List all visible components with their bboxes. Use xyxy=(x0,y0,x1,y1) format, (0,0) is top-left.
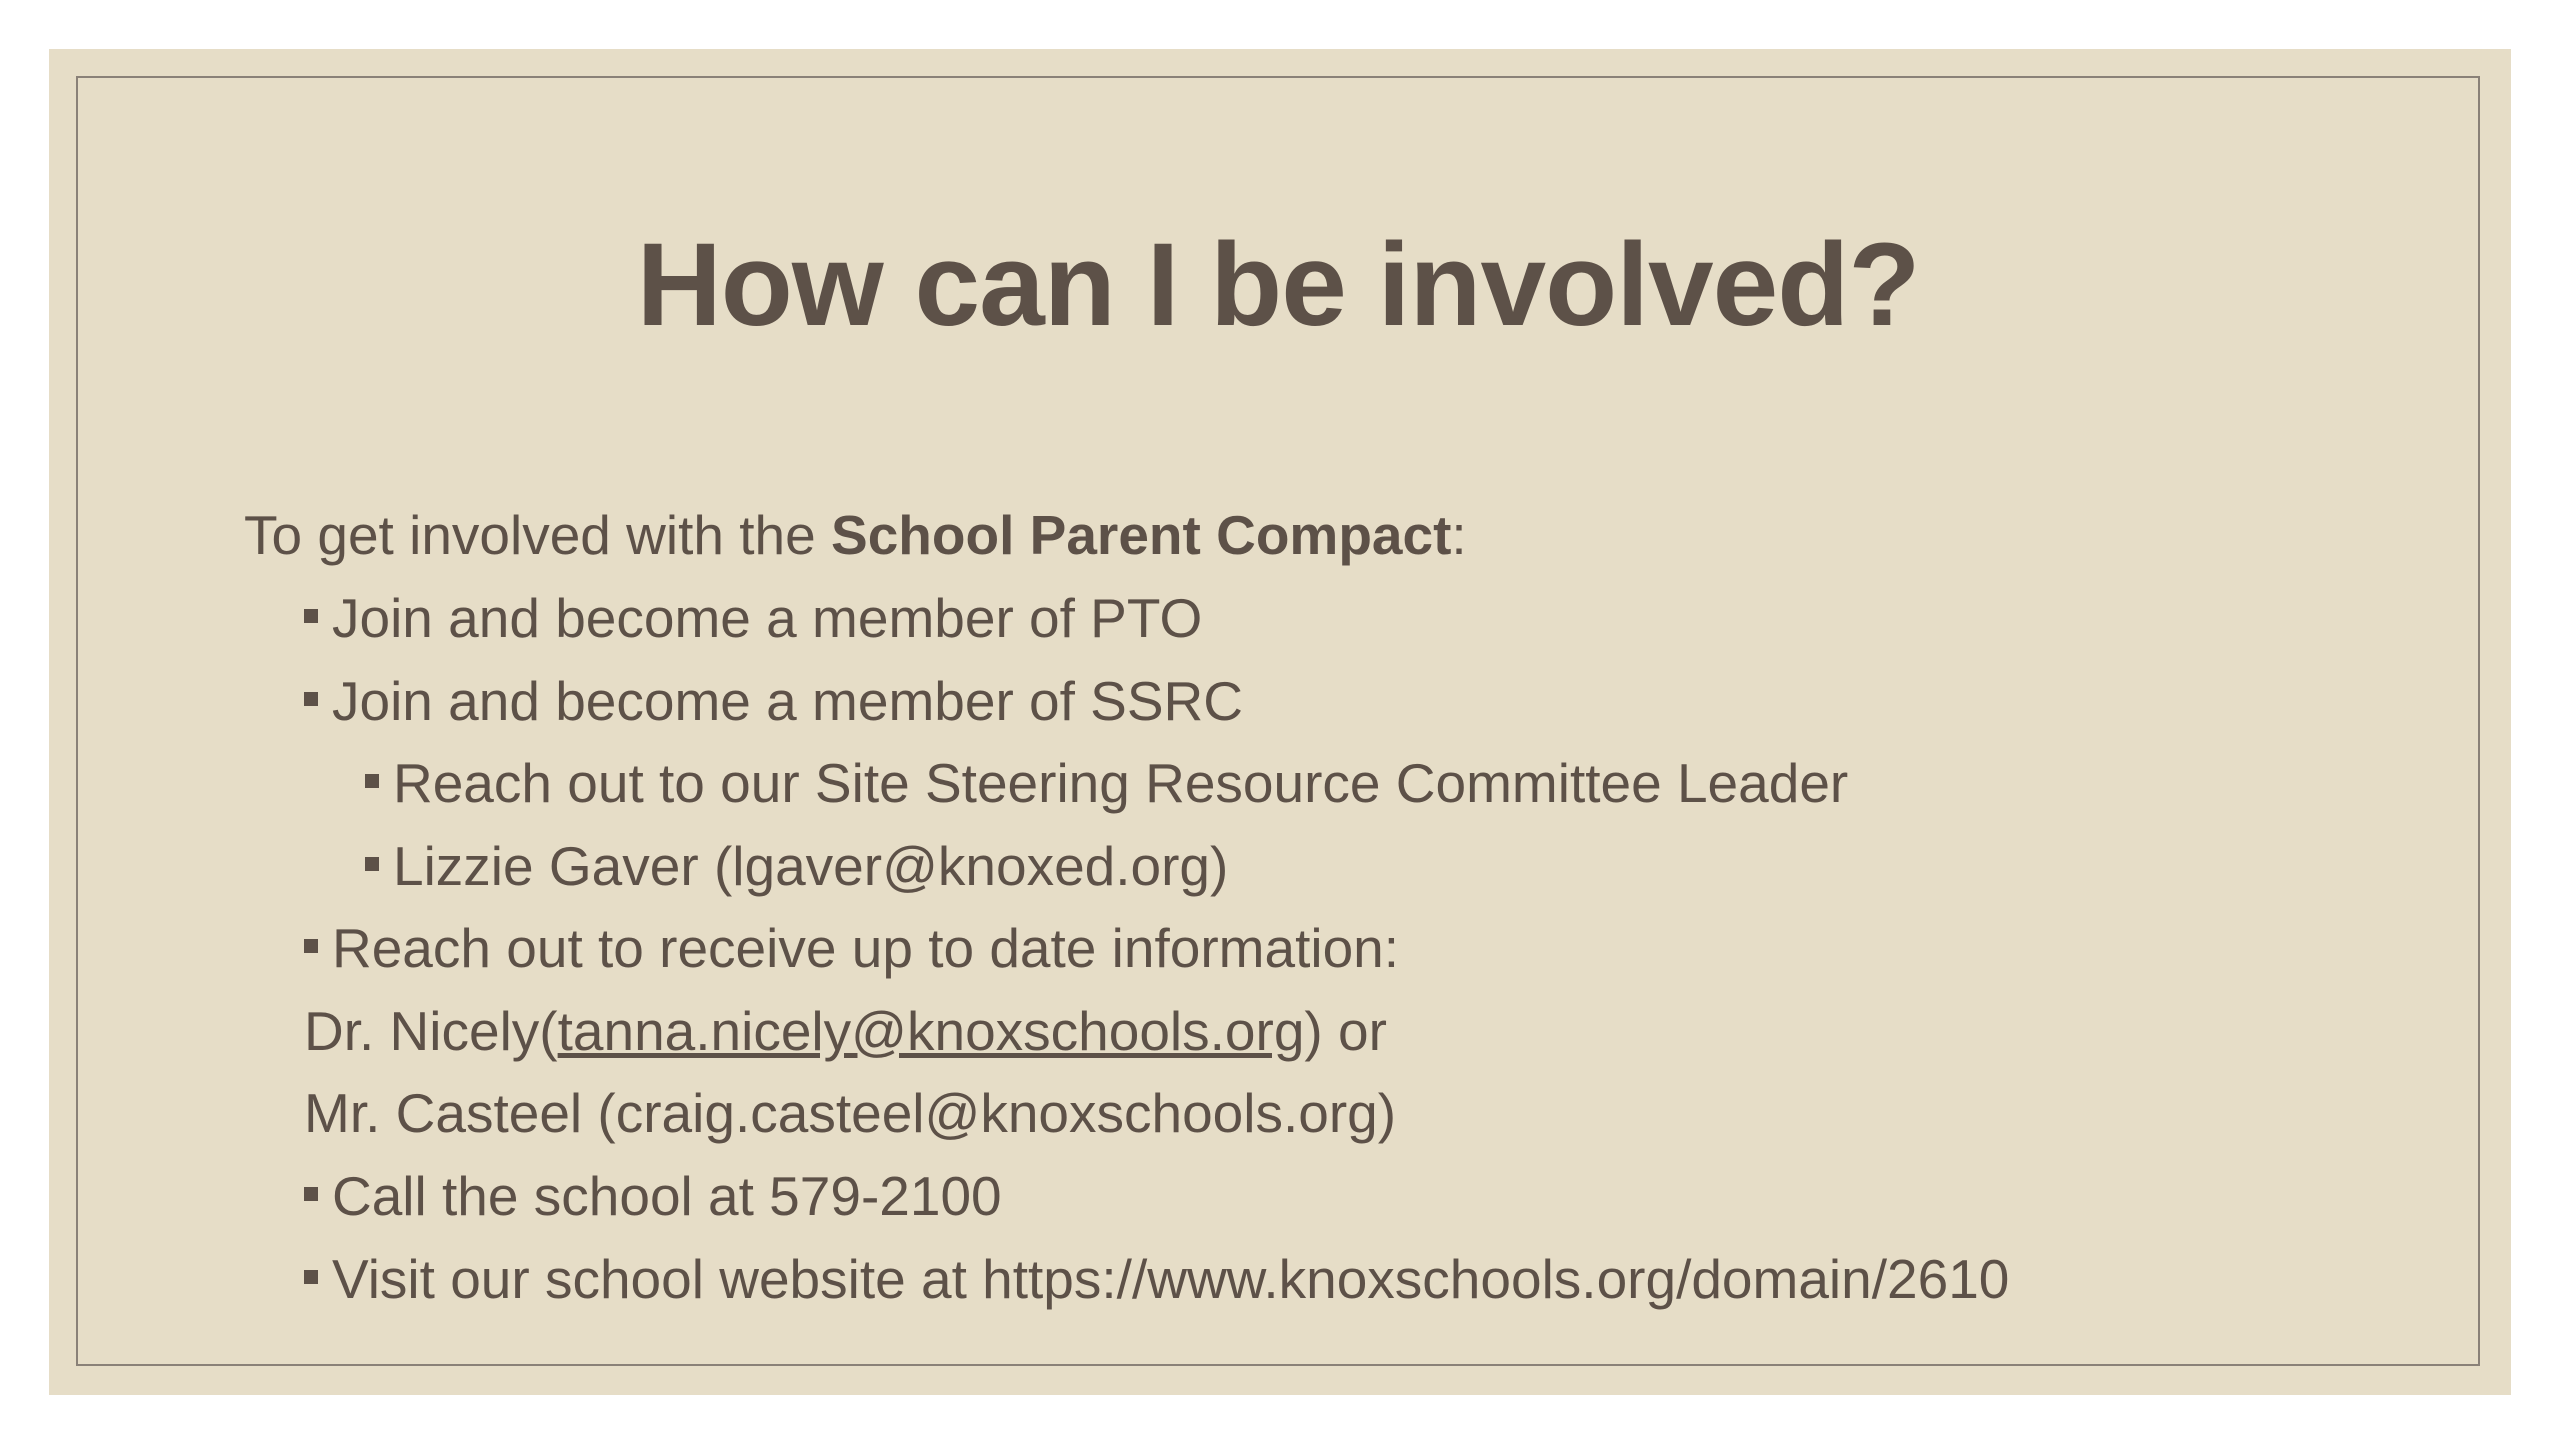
bullet-icon xyxy=(304,692,318,706)
bullet-icon xyxy=(365,774,379,788)
bullet-pto xyxy=(304,587,1203,649)
bullet-text: Join and become a member of PTO xyxy=(332,587,1203,649)
contact-suffix: ) or xyxy=(1304,1000,1387,1062)
bullet-info xyxy=(304,917,1400,979)
sub-bullet-text: Lizzie Gaver (lgaver@knoxed.org) xyxy=(393,835,1229,897)
intro-prefix: To get involved with the xyxy=(244,504,832,566)
bullet-text: Call the school at 579-2100 xyxy=(332,1165,1002,1227)
sub-bullet-leader xyxy=(365,835,1229,897)
contact-line-nicely xyxy=(304,1000,1387,1062)
bullet-icon xyxy=(304,1187,318,1201)
sub-bullet-committee xyxy=(365,752,1849,814)
slide-body xyxy=(78,78,2478,1364)
bullet-icon xyxy=(304,939,318,953)
contact-casteel-text: Mr. Casteel (craig.casteel@knoxschools.org) xyxy=(304,1082,1397,1144)
contact-line-casteel xyxy=(304,1082,1397,1144)
intro-suffix: : xyxy=(1451,504,1467,566)
intro-bold: School Parent Compact xyxy=(831,504,1452,566)
slide-background xyxy=(49,49,2511,1395)
bullet-icon xyxy=(365,857,379,871)
email-link-nicely[interactable]: tanna.nicely@knoxschools.org xyxy=(557,1000,1305,1062)
contact-prefix: Dr. Nicely( xyxy=(304,1000,558,1062)
bullet-text: Visit our school website at https://www.knoxschools.org/domain/2610 xyxy=(332,1248,2010,1310)
intro-line xyxy=(244,504,1467,566)
bullet-text: Reach out to receive up to date information: xyxy=(332,917,1400,979)
bullet-text: Join and become a member of SSRC xyxy=(332,670,1243,732)
bullet-ssrc xyxy=(304,670,1243,732)
slide-border xyxy=(76,76,2480,1366)
bullet-icon xyxy=(304,1270,318,1284)
bullet-call xyxy=(304,1165,1002,1227)
bullet-icon xyxy=(304,609,318,623)
sub-bullet-text: Reach out to our Site Steering Resource Committee Leader xyxy=(393,752,1849,814)
slide-title: How can I be involved? xyxy=(636,219,1920,351)
bullet-website xyxy=(304,1248,2010,1310)
